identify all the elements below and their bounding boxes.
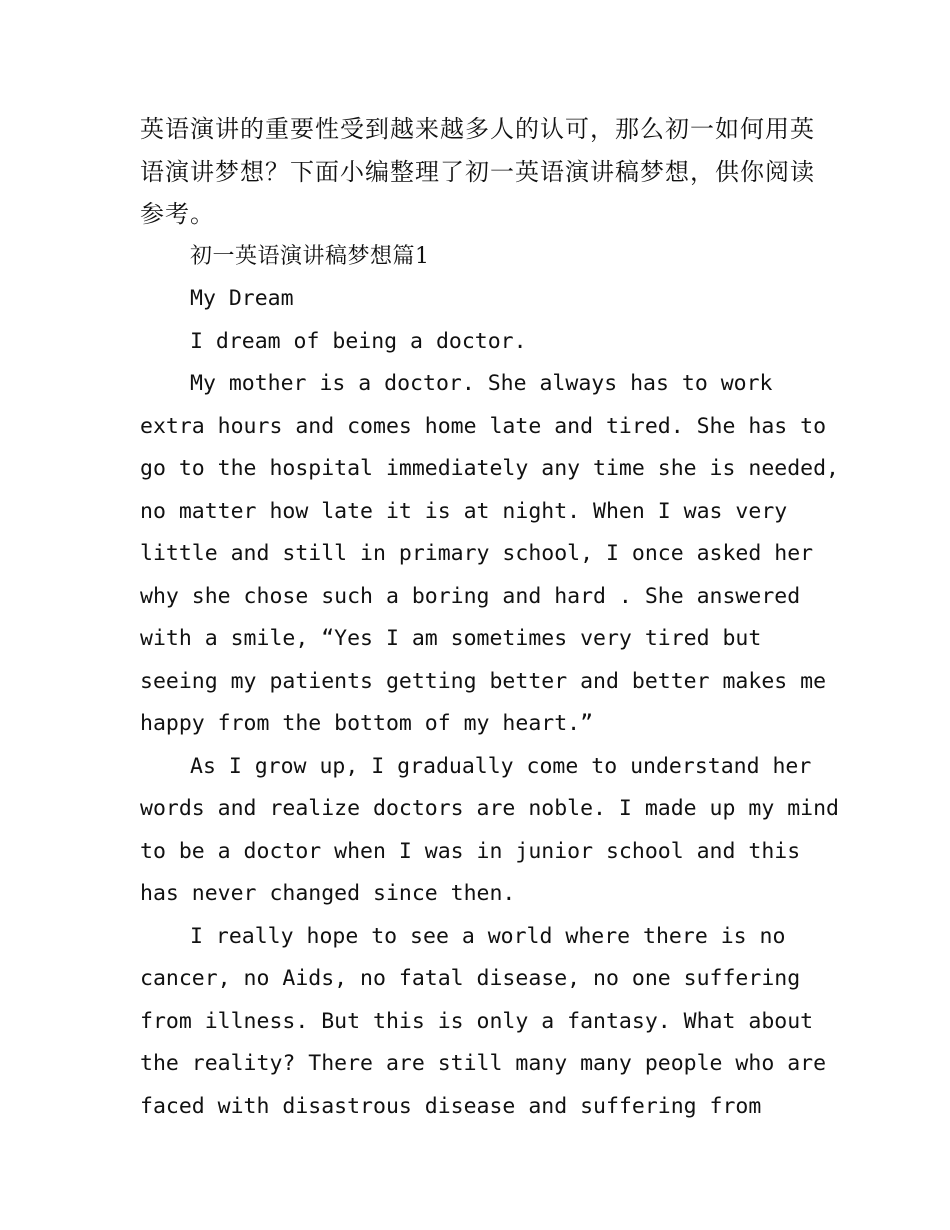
paragraph-line: no matter how late it is at night. When I was very <box>140 498 788 524</box>
body-paragraph <box>140 321 820 364</box>
section-heading: 初一英语演讲稿梦想篇1 <box>190 243 430 269</box>
document-page <box>140 108 839 1128</box>
essay-title: My Dream <box>190 286 294 311</box>
paragraph-line: I dream of being a doctor. <box>190 328 527 354</box>
intro-line: 语演讲梦想？下面小编整理了初一英语演讲稿梦想，供你阅读 <box>140 157 815 186</box>
body-paragraph <box>140 746 839 916</box>
paragraph-line: to be a doctor when I was in junior school and this <box>140 838 801 864</box>
paragraph-line: go to the hospital immediately any time she is needed, <box>140 456 839 481</box>
paragraph-line: My mother is a doctor. She always has to work <box>190 371 773 396</box>
body-paragraph <box>140 916 827 1129</box>
paragraph-line: why she chose such a boring and hard . She answered <box>140 583 801 609</box>
paragraph-line: faced with disastrous disease and suffering from <box>140 1093 762 1119</box>
paragraph-line: words and realize doctors are noble. I made up my mind <box>140 796 839 821</box>
paragraph-line: happy from the bottom of my heart.” <box>140 711 594 736</box>
paragraph-line: the reality? There are still many many people who are <box>140 1051 827 1076</box>
paragraph-line: has never changed since then. <box>140 881 516 906</box>
paragraph-line: little and still in primary school, I once asked her <box>140 541 814 566</box>
paragraph-line: cancer, no Aids, no fatal disease, no one suffering <box>140 966 801 991</box>
paragraph-line: extra hours and comes home late and tired. She has to <box>140 413 827 439</box>
intro-paragraph <box>140 108 820 236</box>
intro-line: 英语演讲的重要性受到越来越多人的认可，那么初一如何用英 <box>140 115 815 143</box>
paragraph-line: seeing my patients getting better and better makes me <box>140 668 827 694</box>
body-paragraph <box>140 363 839 746</box>
paragraph-line: I really hope to see a world where there is no <box>190 923 786 949</box>
paragraph-line: from illness. But this is only a fantasy. What about <box>140 1008 814 1034</box>
intro-line: 参考。 <box>140 200 215 228</box>
paragraph-line: As I grow up, I gradually come to understand her <box>190 753 812 779</box>
paragraph-line: with a smile, “Yes I am sometimes very tired but <box>140 626 762 651</box>
